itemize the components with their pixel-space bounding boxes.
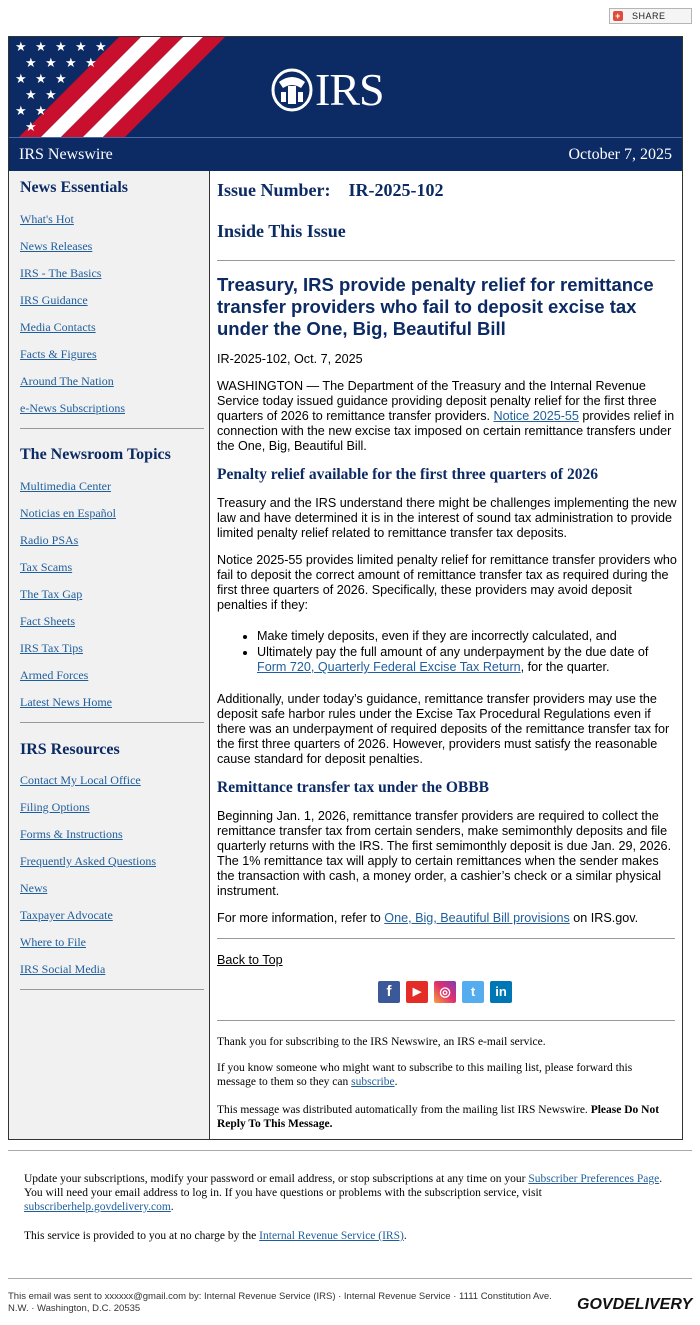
forward-text-body: If you know someone who might want to subscribe to this mailing list, please forward this message to them so they can <box>217 1062 633 1088</box>
sent-to-notice: This email was sent to xxxxxx@gmail.com by: Internal Revenue Service (IRS) · Internal Revenue Service · 1111 Constitution Ave. N.W. · Washington, D.C. 20535 <box>8 1291 552 1314</box>
plus-icon: + <box>613 11 623 21</box>
sidebar-heading: The Newsroom Topics <box>20 446 171 463</box>
sidebar-divider <box>20 428 204 429</box>
service-text: This service is provided to you at no charge by the <box>24 1230 260 1242</box>
sidebar-link[interactable]: Fact Sheets <box>20 614 75 628</box>
instagram-icon[interactable]: ◎ <box>434 981 456 1003</box>
social-icons <box>378 981 512 1003</box>
sidebar-divider <box>20 722 204 723</box>
subscription-info <box>24 1172 674 1214</box>
svg-text:★: ★ <box>85 56 97 71</box>
svg-text:★: ★ <box>25 120 37 135</box>
share-button[interactable] <box>609 8 692 24</box>
sidebar-link[interactable]: e-News Subscriptions <box>20 401 125 415</box>
sidebar-link[interactable]: Armed Forces <box>20 668 89 682</box>
relief-conditions-list <box>217 629 677 676</box>
inside-this-issue-heading: Inside This Issue <box>217 221 346 241</box>
sidebar-link[interactable]: Filing Options <box>20 800 90 814</box>
content-divider <box>217 260 675 261</box>
sidebar-link[interactable]: News <box>20 881 48 895</box>
share-label: SHARE <box>632 11 666 21</box>
svg-text:★: ★ <box>55 40 67 55</box>
back-to-top-link[interactable]: Back to Top <box>217 953 283 967</box>
youtube-icon[interactable]: ▶ <box>406 981 428 1003</box>
sidebar-link[interactable]: Media Contacts <box>20 320 96 334</box>
article-paragraph: Additionally, under today’s guidance, remittance transfer providers may use the deposit safe harbor rules under the Excise Tax Procedural Regulations even if there was an underpayment of required deposits of the remittance transfer tax for the first three quarters of 2026. However, providers must satisfy the reasonable cause standard for deposit penalties. <box>217 692 670 766</box>
sidebar-divider <box>20 989 204 990</box>
sidebar-link[interactable]: Tax Scams <box>20 560 73 574</box>
form-720-link[interactable]: Form 720, Quarterly Federal Excise Tax Return <box>257 660 521 674</box>
svg-text:★: ★ <box>25 88 37 103</box>
sidebar-link[interactable]: IRS Tax Tips <box>20 641 83 655</box>
paragraph-text: WASHINGTON — The Department of the Treasury and the Internal Revenue Service today issued guidance providing deposit penalty relief for the first three quarters of 2026 to remittance transfer providers. <box>217 379 657 423</box>
sidebar-link[interactable]: What's Hot <box>20 212 74 226</box>
twitter-icon[interactable]: t <box>462 981 484 1003</box>
header-banner <box>9 37 682 137</box>
sidebar <box>9 171 210 1139</box>
sidebar-heading: News Essentials <box>20 179 129 196</box>
list-item-text: Ultimately pay the full amount of any underpayment by the due date of <box>257 645 649 659</box>
section-subheading: Remittance transfer tax under the OBBB <box>217 779 489 796</box>
flag-graphic <box>9 37 229 137</box>
forward-text-end: . <box>394 1076 398 1088</box>
svg-text:★: ★ <box>35 40 47 55</box>
sidebar-link[interactable]: Contact My Local Office <box>20 773 141 787</box>
svg-text:★: ★ <box>15 72 27 87</box>
newswire-label: IRS Newswire <box>19 146 113 163</box>
issue-number <box>217 180 444 201</box>
subscription-text: . You will need your email address to log in. If you have questions or problems with the subscription service, visit <box>24 1173 663 1199</box>
sidebar-link[interactable]: Frequently Asked Questions <box>20 854 156 868</box>
govdelivery-logo: GOVDELIVERY <box>577 1296 693 1313</box>
list-item <box>257 645 677 675</box>
sidebar-link[interactable]: Around The Nation <box>20 374 114 388</box>
list-item-text: , for the quarter. <box>520 660 610 674</box>
footer-divider <box>8 1150 692 1151</box>
subscriber-help-link[interactable]: subscriberhelp.govdelivery.com <box>24 1201 171 1213</box>
svg-text:★: ★ <box>15 104 27 119</box>
svg-text:★: ★ <box>75 40 87 55</box>
no-reply-notice: Please Do Not Reply To This Message. <box>217 1104 660 1130</box>
article-dateline: IR-2025-102, Oct. 7, 2025 <box>217 352 363 366</box>
issue-date: October 7, 2025 <box>568 146 672 163</box>
sidebar-link[interactable]: Latest News Home <box>20 695 112 709</box>
thank-you-text: Thank you for subscribing to the IRS Newswire, an IRS e-mail service. <box>217 1036 546 1048</box>
sidebar-link[interactable]: Radio PSAs <box>20 533 79 547</box>
svg-text:★: ★ <box>55 72 67 87</box>
irs-wordmark: IRS <box>315 64 384 115</box>
linkedin-icon[interactable]: in <box>490 981 512 1003</box>
svg-text:★: ★ <box>15 40 27 55</box>
irs-logo <box>271 64 384 115</box>
sidebar-link[interactable]: Taxpayer Advocate <box>20 908 113 922</box>
footer-divider <box>8 1278 692 1279</box>
svg-text:★: ★ <box>95 40 107 55</box>
forward-text <box>217 1061 672 1089</box>
service-info <box>24 1229 674 1243</box>
notice-link[interactable]: Notice 2025-55 <box>493 409 579 423</box>
sidebar-link[interactable]: Noticias en Español <box>20 506 116 520</box>
sidebar-link[interactable]: IRS Social Media <box>20 962 106 976</box>
paragraph-text: provides relief in connection with the new excise tax imposed on certain remittance transfers under the One, Big, Beautiful Bill. <box>217 409 675 453</box>
svg-text:★: ★ <box>35 104 47 119</box>
newswire-bar <box>9 137 682 171</box>
sidebar-link[interactable]: IRS - The Basics <box>20 266 102 280</box>
sidebar-section-newsroom-topics <box>20 446 204 464</box>
svg-text:★: ★ <box>25 56 37 71</box>
sidebar-section-irs-resources <box>20 741 204 759</box>
article-headline: Treasury, IRS provide penalty relief for remittance transfer providers who fail to deposit excise tax under the One, Big, Beautiful Bill <box>217 274 654 339</box>
svg-text:★: ★ <box>45 56 57 71</box>
content-divider <box>217 1020 675 1021</box>
sidebar-link[interactable]: Multimedia Center <box>20 479 111 493</box>
sidebar-section-news-essentials <box>20 179 204 197</box>
sidebar-link[interactable]: The Tax Gap <box>20 587 83 601</box>
irs-link[interactable]: Internal Revenue Service (IRS) <box>259 1230 404 1242</box>
obbb-provisions-link[interactable]: One, Big, Beautiful Bill provisions <box>384 911 570 925</box>
article-paragraph <box>217 911 677 926</box>
service-text: . <box>403 1230 407 1242</box>
eagle-icon <box>271 68 313 112</box>
sidebar-link[interactable]: Where to File <box>20 935 86 949</box>
sidebar-link[interactable]: Facts & Figures <box>20 347 97 361</box>
svg-text:★: ★ <box>65 56 77 71</box>
distribution-text: This message was distributed automatically from the mailing list IRS Newswire. <box>217 1104 591 1116</box>
facebook-icon[interactable]: f <box>378 981 400 1003</box>
sidebar-link[interactable]: News Releases <box>20 239 93 253</box>
article-paragraph <box>217 379 677 454</box>
issue-id: IR-2025-102 <box>348 180 444 200</box>
svg-text:★: ★ <box>35 72 47 87</box>
distribution-notice <box>217 1103 672 1131</box>
subscription-text: . <box>170 1201 174 1213</box>
article-paragraph: Beginning Jan. 1, 2026, remittance transfer providers are required to collect the remittance transfer tax from certain senders, make semimonthly deposits and file quarterly returns with the IRS. The first semimonthly deposit is due Jan. 29, 2026. The 1% remittance tax will apply to certain remittances when the sender makes the transaction with cash, a money order, a cashier’s check or a similar physical instrument. <box>217 809 672 898</box>
sidebar-heading: IRS Resources <box>20 741 120 758</box>
paragraph-text: For more information, refer to <box>217 911 385 925</box>
issue-label: Issue Number: <box>217 180 331 200</box>
article-paragraph: Treasury and the IRS understand there might be challenges implementing the new law and have determined it is in the interest of sound tax administration to provide limited penalty relief related to remittance transfer tax deposits. <box>217 496 677 540</box>
sidebar-link[interactable]: Forms & Instructions <box>20 827 123 841</box>
content-divider <box>217 938 675 939</box>
svg-text:★: ★ <box>45 88 57 103</box>
subscription-text: Update your subscriptions, modify your password or email address, or stop subscriptions at any time on your <box>24 1173 529 1185</box>
list-item: • Make timely deposits, even if they are incorrectly calculated, and <box>257 629 677 644</box>
subscribe-link[interactable]: subscribe <box>351 1076 395 1088</box>
sidebar-link[interactable]: IRS Guidance <box>20 293 88 307</box>
section-subheading: Penalty relief available for the first three quarters of 2026 <box>217 466 598 483</box>
article-paragraph: Notice 2025-55 provides limited penalty relief for remittance transfer providers who fail to deposit the correct amount of remittance transfer tax as required during the first three quarters of 2026. Specifically, these providers may avoid deposit penalties if they: <box>217 553 677 612</box>
subscriber-preferences-link[interactable]: Subscriber Preferences Page <box>528 1173 660 1185</box>
paragraph-text: on IRS.gov. <box>569 911 639 925</box>
